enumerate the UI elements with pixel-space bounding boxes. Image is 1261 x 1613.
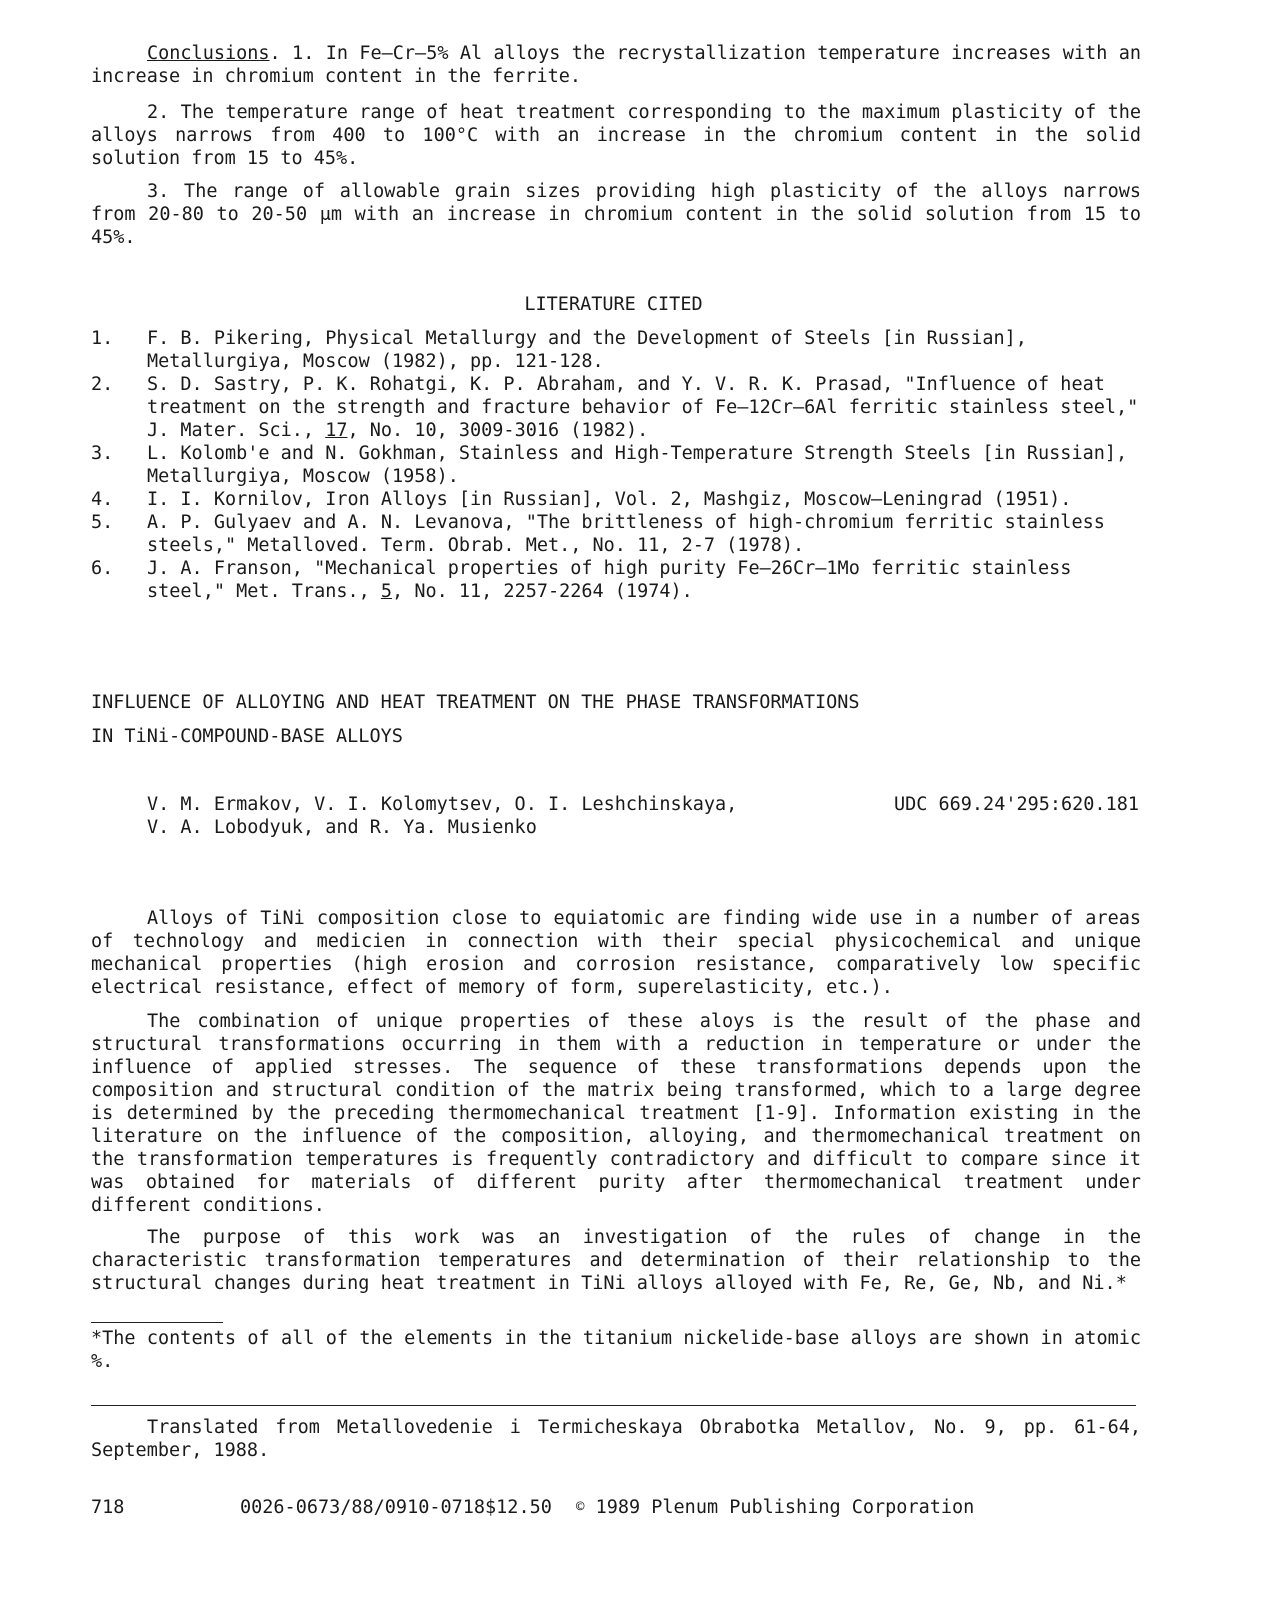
conclusions-paragraph-1 (91, 42, 1141, 88)
reference-text (147, 373, 1141, 442)
page-number: 718 (91, 1497, 125, 1518)
reference-number: 6. (91, 558, 114, 579)
conclusions-paragraph-2: 2. The temperature range of heat treatment corresponding to the maximum plasticity of the alloys narrows from 400 to 100°C with an increase in the chromium content in the solid solution from 15 to 45%. (91, 102, 1141, 169)
reference-text: I. I. Kornilov, Iron Alloys [in Russian], Vol. 2, Mashgiz, Moscow–Leningrad (1951). (147, 489, 1072, 510)
reference-number: 5. (91, 512, 114, 533)
reference-item (91, 327, 1141, 373)
reference-text-pre: S. D. Sastry, P. K. Rohatgi, K. P. Abraham, and Y. V. R. K. Prasad, "Influence of heat treatment on the strength and fracture behavior of Fe–12Cr–6Al ferritic stainless steel," J. Mater. Sci., (147, 374, 1139, 441)
footnote-divider (91, 1322, 223, 1323)
reference-text: A. P. Gulyaev and A. N. Levanova, "The brittleness of high-chromium ferritic stainless steels," Metalloved. Term. Obrab. Met., No. 11, 2-7 (1978). (147, 512, 1105, 556)
body-paragraph-1: Alloys of TiNi composition close to equiatomic are finding wide use in a number of areas of technology and medicien in connection with their special physicochemical and unique mechanical properties (high erosion and corrosion resistance, comparatively low specific electrical resistance, effect of memory of form, superelasticity, etc.). (91, 908, 1141, 998)
reference-item (91, 557, 1141, 603)
reference-text (147, 557, 1141, 603)
article-authors (147, 793, 767, 839)
body-paragraph-3: The purpose of this work was an investigation of the rules of change in the characteristic transformation temperatures and determination of their relationship to the structural changes during heat treatment in TiNi alloys alloyed with Fe, Re, Ge, Nb, and Ni.* (91, 1227, 1141, 1294)
reference-item (91, 373, 1141, 442)
translation-note: Translated from Metallovedenie i Termicheskaya Obrabotka Metallov, No. 9, pp. 61-64, September, 1988. (91, 1417, 1141, 1461)
reference-text: L. Kolomb'e and N. Gokhman, Stainless and High-Temperature Strength Steels [in Russian], Metallurgiya, Moscow (1958). (147, 443, 1128, 487)
reference-number: 4. (91, 489, 114, 510)
copyright-text: 1989 Plenum Publishing Corporation (595, 1497, 975, 1518)
conclusions-heading: Conclusions (147, 43, 270, 64)
article-code: 0026-0673/88/0910-0718$12.50 (240, 1497, 552, 1518)
reference-text-pre: J. A. Franson, "Mechanical properties of high purity Fe–26Cr–1Mo ferritic stainless steel," Met. Trans., (147, 558, 1072, 602)
footer-divider (91, 1405, 1136, 1406)
reference-number: 2. (91, 374, 114, 395)
conclusions-text-1: . 1. In Fe–Cr–5% Al alloys the recrystallization temperature increases with an increase in chromium content in the ferrite. (91, 43, 1141, 87)
udc-code: UDC 669.24'295:620.181 (893, 794, 1139, 815)
reference-volume: 5 (380, 581, 393, 602)
authors-line-2: V. A. Lobodyuk, and R. Ya. Musienko (147, 817, 537, 838)
body-paragraph-2: The combination of unique properties of these aloys is the result of the phase and structural transformations occurring in them with a reduction in temperature or under the influence of applied stresses. The sequence of these transformations depends upon the composition and structural condition of the matrix being transformed, which to a large degree is determined by the preceding thermomechanical treatment [1-9]. Information existing in the literature on the influence of the composition, alloying, and thermomechanical treatment on the transformation temperatures is frequently contradictory and difficult to compare since it was obtained for materials of different purity after thermomechanical treatment under different conditions. (91, 1011, 1141, 1216)
reference-item (91, 442, 1141, 488)
reference-item (91, 488, 1141, 511)
reference-volume: 17 (325, 420, 348, 441)
article-title-line-1: INFLUENCE OF ALLOYING AND HEAT TREATMENT ON THE PHASE TRANSFORMATIONS (91, 692, 860, 713)
literature-heading: LITERATURE CITED (524, 294, 703, 315)
reference-text: F. B. Pikering, Physical Metallurgy and the Development of Steels [in Russian], Metallurgiya, Moscow (1982), pp. 121-128. (147, 328, 1027, 372)
reference-text-post: , No. 10, 3009-3016 (1982). (347, 420, 649, 441)
reference-text-post: , No. 11, 2257-2264 (1974). (392, 581, 693, 602)
reference-number: 1. (91, 328, 114, 349)
authors-line-1: V. M. Ermakov, V. I. Kolomytsev, O. I. Leshchinskaya, (147, 794, 738, 815)
reference-list (91, 327, 1141, 603)
copyright-line (576, 1496, 974, 1519)
footnote: *The contents of all of the elements in the titanium nickelide-base alloys are shown in atomic %. (91, 1328, 1141, 1372)
conclusions-paragraph-3: 3. The range of allowable grain sizes providing high plasticity of the alloys narrows from 20-80 to 20-50 μm with an increase in chromium content in the solid solution from 15 to 45%. (91, 181, 1141, 248)
article-title-line-2: IN TiNi-COMPOUND-BASE ALLOYS (91, 726, 403, 747)
reference-number: 3. (91, 443, 114, 464)
reference-item (91, 511, 1141, 557)
copyright-symbol: © (576, 1499, 585, 1515)
